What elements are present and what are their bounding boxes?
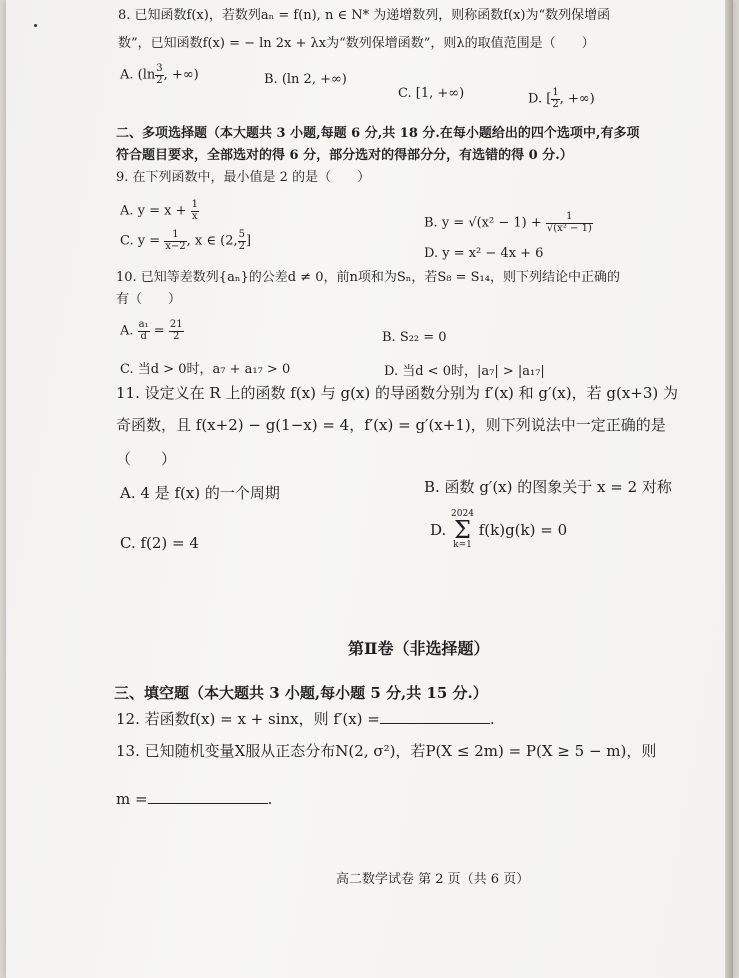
q9-option-c: C. y = $\frac{1}{x-2}$ , x ∈ (2, $\frac{5}{2}$ ] [120,229,252,252]
q9-option-a: A. y = x + $\frac{1}{x}$ [120,199,199,222]
q11-option-a: A. 4 是 f(x) 的一个周期 [120,484,280,502]
page-footer: 高二数学试卷 第 2 页（共 6 页） [336,872,530,887]
q11-line2: 奇函数，且 f(x+2) − g(1−x) = 4，f′(x) = g′(x+1)，则下列说法中一定正确的是 [116,416,666,434]
q8-option-c: C. [1, +∞) [398,86,465,101]
fraction: $\frac{1}{2}$ [552,87,559,110]
section2-header: 二、多项选择题（本大题共 3 小题,每题 6 分,共 18 分.在每小题给出的四个选项中,有多项 [116,126,640,141]
q10-option-d: D. 当d < 0时，|a₇| > |a₁₇| [384,364,545,379]
q11-line1: 11. 设定义在 R 上的函数 f(x) 与 g(x) 的导函数分别为 f′(x) 和 g′(x)，若 g(x+3) 为 [116,384,679,402]
q12: 12. 若函数f(x) = x + sinx，则 f′(x) = . [116,710,495,728]
q10-option-a: A. $\frac{\text{a₁}}{d}$ = $\frac{21}{2}$ [120,319,183,342]
q8-line1: 8. 已知函数f(x)，若数列aₙ = f(n), n ∈ N* 为递增数列，则称函数f(x)为“数列保增函 [118,8,611,23]
fraction: $\frac{3}{2}$ [156,63,163,86]
fraction: $\frac{21}{2}$ [169,319,183,342]
fraction: $\frac{1}{x-2}$ [165,229,186,252]
q9-option-d: D. y = x² − 4x + 6 [424,246,544,261]
ink-dot [34,24,37,27]
q9-option-b: B. y = √(x² − 1) + $\frac{1}{\text{√(x² − 1)}}$ [424,211,592,234]
q10-stem-cont: 有（ ） [116,292,182,307]
section3-header: 三、填空题（本大题共 3 小题,每小题 5 分,共 15 分.） [114,684,488,702]
q13-line1: 13. 已知随机变量X服从正态分布N(2, σ²)，若P(X ≤ 2m) = P(X ≥ 5 − m)，则 [116,742,657,760]
q13-line2: m = . [116,790,273,808]
q11-option-d: D. 2024 Σ k=1 f(k)g(k) = 0 [430,509,568,551]
q11-option-c: C. f(2) = 4 [120,534,199,552]
fraction: $\frac{\text{a₁}}{d}$ [138,319,149,342]
q10-stem: 10. 已知等差数列{aₙ}的公差d ≠ 0，前n项和为Sₙ，若S₈ = S₁₄，则下列结论中正确的 [116,270,620,285]
section2-instructions: 符合题目要求，全部选对的得 6 分，部分选对的得部分分，有选错的得 0 分.） [116,148,573,163]
answer-blank[interactable] [148,791,268,804]
q11-option-b: B. 函数 g′(x) 的图象关于 x = 2 对称 [424,478,672,496]
q8-line2: 数”，已知函数f(x) = − ln 2x + λx为“数列保增函数”，则λ的取值范围是（ ） [118,36,595,51]
answer-blank[interactable] [380,711,490,724]
exam-paper [6,0,733,978]
summation: 2024 Σ k=1 [451,509,474,551]
paper-edge [725,0,733,978]
q9-stem: 9. 在下列函数中，最小值是 2 的是（ ） [116,170,371,185]
fraction: $\frac{1}{\text{√(x² − 1)}}$ [546,211,592,234]
q11-line3: （ ） [116,450,177,468]
volume2-title: 第Ⅱ卷（非选择题） [348,639,490,658]
q8-option-d: D. [ $\frac{1}{2}$ , +∞) [528,87,595,110]
fraction: $\frac{1}{x}$ [191,199,199,222]
q8-option-b: B. (ln 2, +∞) [264,72,347,87]
q10-option-b: B. S₂₂ = 0 [382,330,447,345]
q8-option-a: A. (ln $\frac{3}{2}$ , +∞) [120,63,199,86]
q10-option-c: C. 当d > 0时，a₇ + a₁₇ > 0 [120,362,291,377]
fraction: $\frac{5}{2}$ [238,229,246,252]
